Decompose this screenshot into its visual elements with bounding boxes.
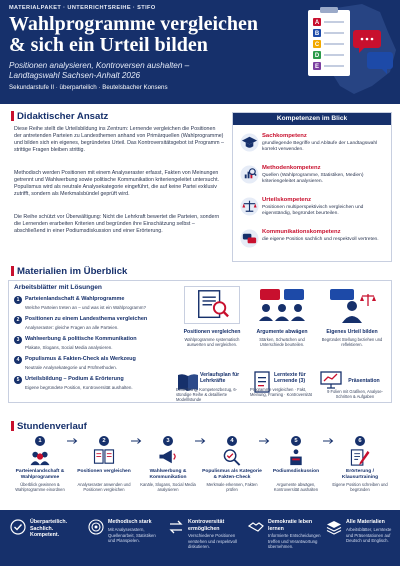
step-title: Podiumsdiskussion: [272, 469, 320, 474]
step-text: Merkmale erkennen, Fakten prüfen: [206, 482, 258, 492]
kompetenz-text: die eigene Position sachlich und respektvoll vertreten.: [262, 236, 379, 242]
kompetenzen-box: [232, 112, 392, 262]
kompetenz-text: grundlegende Begriffe und Abläufe der Landtagswahl korrekt verwenden.: [262, 140, 378, 152]
step-number: 2: [99, 436, 109, 446]
material-card-text: Programme vergleichen · Fakt, Meinung, Framing · Kontroversität: [250, 387, 312, 398]
arbeitsblatt-text: Plakate, Slogans, Social Media analysieren.: [25, 345, 113, 350]
step-number: 5: [291, 436, 301, 446]
ansatz-paragraph-1: Diese Reihe stellt die Urteilsbildung ins Zentrum: Lernende vergleichen die Positionen der antretenden Parteien zu Landesthemen anhand von Primärquellen (Wahlprogramme) und bilden sich ein eigenes, begründetes Urteil. Das Kontroversitätsgebot ist Programm – strittige Fragen bleiben strittig.: [14, 126, 224, 153]
step-number: 1: [35, 436, 45, 446]
step-title: Populismus als Kategorie & Fakten-Check: [202, 469, 262, 480]
checklist-letter-a: A: [314, 20, 320, 27]
step-number: 4: [227, 436, 237, 446]
arbeitsblatt-number: 2: [14, 316, 22, 324]
megaphone-icon: [156, 448, 180, 467]
material-card-text: Stärken, Schwächen und Unterschiede beurteilen.: [259, 337, 305, 348]
tagline: MATERIALPAKET · UNTERRICHTSREIHE · STIFO: [9, 5, 156, 11]
arbeitsblatt-title: Urteilsbildung – Podium & Erörterung: [25, 376, 124, 382]
subtitle: [9, 61, 279, 81]
arbeitsblatt-text: Eigene begründete Position, Kontroversität aushalten.: [25, 385, 133, 390]
kompetenz-title: Urteilskompetenz: [262, 197, 312, 203]
step-title: Parteienlandschaft & Wahlprogramme: [15, 469, 65, 480]
footer-title: Kontroversität ermöglichen: [188, 519, 225, 532]
title-line-2: & sich ein Urteil bilden: [9, 33, 208, 56]
step-number: 3: [163, 436, 173, 446]
magnifier-chart-icon: [240, 165, 259, 184]
section-title-ansatz: Didaktischer Ansatz: [17, 111, 109, 122]
section-accent-bar: [11, 111, 14, 121]
arbeitsblatt-title: Populismus & Fakten-Check als Werkzeug: [25, 356, 136, 362]
material-card-title: Eigenes Urteil bilden: [326, 329, 378, 335]
arbeitsblatt-number: 3: [14, 336, 22, 344]
arbeitsblaetter-title: Arbeitsblätter mit Lösungen: [14, 284, 102, 291]
arbeitsblatt-title: Wahlwerbung & politische Kommunikation: [25, 336, 137, 342]
kompetenz-title: Kommunikationskompetenz: [262, 229, 341, 235]
step-title: Erörterung / Klausurtraining: [341, 469, 379, 480]
material-card-title: Argumente abwägen: [256, 329, 308, 335]
step-number: 6: [355, 436, 365, 446]
material-card-text: Einordnung, Kompetenzbezug, 6-stündige Reihe & detaillierte Modelllstunde: [176, 387, 237, 403]
step-text: Überblick gewinnen & Wahlprogramme einordnen: [15, 482, 65, 492]
presentation-icon: [320, 371, 342, 389]
arbeitsblatt-text: Analyseraster: gleiche Fragen an alle Parteien.: [25, 325, 119, 330]
level-info: Sekundarstufe II · überparteilich · Beutelsbacher Konsens: [9, 84, 168, 91]
footer-text: Verschiedene Positionen verstehen und respektvoll diskutieren.: [188, 533, 237, 550]
group-icon: [28, 448, 52, 467]
stack-icon: [326, 519, 342, 535]
arbeitsblatt-title: Parteienlandschaft & Wahlprogramme: [25, 296, 125, 302]
step-title: Wahlwerbung & Kommunikation: [149, 469, 187, 480]
step-text: Kanäle, Slogans, Social Media analysieren: [140, 482, 196, 492]
step-text: Eigene Position schreiben und begründen: [332, 482, 388, 492]
arrow-right-icon: [259, 438, 270, 444]
checklist-letter-c: C: [314, 42, 320, 49]
kompetenz-title: Sachkompetenz: [262, 133, 307, 139]
kompetenz-text: Quellen (Wahlprogramme, Statistiken, Medien) kriteriengeleitet analysieren.: [262, 172, 364, 184]
title-line-1: Wahlprogramme vergleichen: [9, 13, 259, 35]
section-accent-bar: [11, 421, 14, 431]
arrows-icon: [168, 519, 184, 535]
kompetenz-text: Positionen multiperspektivisch vergleichen und eigenständig, begründet beurteilen.: [262, 204, 364, 216]
arrow-right-icon: [323, 438, 334, 444]
graduation-cap-icon: [240, 133, 259, 152]
arbeitsblatt-text: Welche Parteien treten an – und was ist ein Wahlprogramm?: [25, 305, 147, 310]
checklist-letter-d: D: [314, 53, 320, 60]
material-card-title: Verlaufsplan für Lehrkräfte: [200, 372, 240, 384]
pen-paper-icon: [348, 448, 372, 467]
footer-title: Überparteilich. Sachlich. Kompetent.: [30, 519, 68, 538]
step-text: Analyseraster anwenden und Positionen vergleichen: [77, 482, 131, 492]
page-title: [9, 14, 294, 55]
handshake-icon: [248, 519, 264, 535]
footer-text: Arbeitsblätter, Lerntexte und Präsentationen auf Deutsch und Englisch.: [346, 527, 392, 544]
kompetenz-title: Methodenkompetenz: [262, 165, 321, 171]
material-card-title: Lerntexte für Lernende (3): [274, 372, 306, 384]
target-icon: [88, 519, 104, 535]
speech-bubbles-icon: [240, 229, 259, 248]
subtitle-line-2: Landtagswahl Sachsen-Anhalt 2026: [9, 71, 141, 80]
ansatz-paragraph-3: Die Reihe schützt vor Überwältigung: Nicht die Lehrkraft bewertet die Parteien, sondern die Lernenden erarbeiten Kriterien und begründen ihre Einschätzung selbst – abschließend in einer Podiumsdiskussion und einer Erörterung.: [14, 214, 220, 234]
podium-icon: [284, 448, 308, 467]
arbeitsblatt-number: 5: [14, 376, 22, 384]
debate-icon: [254, 286, 310, 324]
footer-title: Demokratie leben lernen: [268, 519, 313, 532]
material-card-title: Präsentation: [348, 378, 380, 384]
footer-title: Alle Materialien: [346, 519, 385, 525]
arrow-right-icon: [67, 438, 78, 444]
checklist-map-illustration: [292, 2, 400, 102]
footer-title: Methodisch stark: [108, 519, 152, 525]
person-scales-icon: [324, 286, 380, 324]
material-card-text: Begründet Stellung beziehen und reflektieren.: [321, 337, 383, 348]
section-accent-bar: [11, 266, 14, 276]
footer-text: Informierte Entscheidungen treffen und Verantwortung übernehmen.: [268, 533, 321, 550]
scales-icon: [240, 197, 259, 216]
section-title-stundenverlauf: Stundenverlauf: [17, 421, 87, 432]
subtitle-line-1: Positionen analysieren, Kontroversen aushalten –: [9, 61, 190, 70]
arbeitsblatt-title: Positionen zu einem Landesthema vergleichen: [25, 316, 148, 322]
step-text: Argumente abwägen, Kontroversität aushalten: [273, 482, 319, 492]
material-card-text: Wahlprogramme systematisch auswerten und vergleichen.: [184, 337, 240, 348]
arbeitsblatt-number: 4: [14, 356, 22, 364]
magnifier-check-icon: [220, 448, 244, 467]
arrow-right-icon: [195, 438, 206, 444]
arbeitsblatt-number: 1: [14, 296, 22, 304]
document-magnifier-icon: [184, 286, 240, 324]
material-card-text: 9 Folien mit Grafiken, Analyse-Schritten & Aufgaben: [327, 389, 383, 400]
footer-banner: [0, 510, 400, 566]
material-card-title: Positionen vergleichen: [183, 329, 241, 335]
checklist-letter-e: E: [314, 64, 320, 71]
seal-icon: [10, 519, 26, 535]
footer-text: Mit Analyserastern, Quellenarbeit, Statistiken und Planspielen.: [108, 527, 156, 544]
ansatz-paragraph-2: Methodisch werden Positionen mit einem Analyseraster erfasst, Fakten von Meinungen getrennt und Wahlwerbung sowie politische Kommunikation kriteriengeleitet untersucht. Populismus wird als neutrale Analysekategorie eingeführt, die auf keine Partei exklusiv zutrifft, sondern als Merkmalsbündel geprüft wird.: [14, 170, 220, 197]
step-title: Positionen vergleichen: [77, 469, 131, 474]
section-title-materialien: Materialien im Überblick: [17, 266, 128, 277]
kompetenzen-title: Kompetenzen im Blick: [233, 113, 391, 125]
checklist-letter-b: B: [314, 31, 320, 38]
compare-documents-icon: [92, 448, 116, 467]
arbeitsblatt-text: Neutrale Analysekategorie und Prüfmethoden.: [25, 365, 118, 370]
arrow-right-icon: [131, 438, 142, 444]
